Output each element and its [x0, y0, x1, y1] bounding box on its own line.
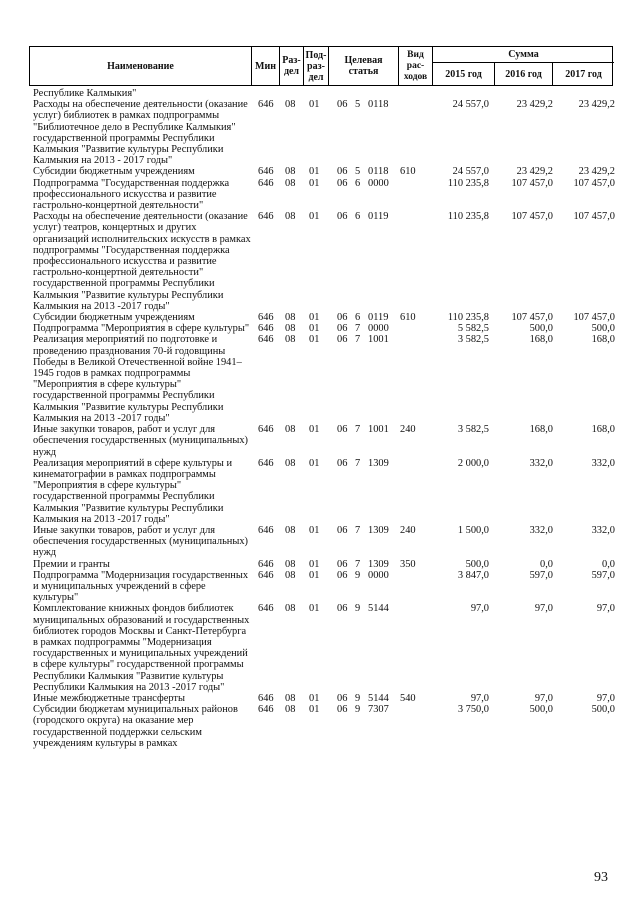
- page-number: 93: [594, 870, 608, 885]
- row-s16: 332,0: [529, 457, 553, 469]
- row-min: 646: [258, 177, 274, 189]
- row-c2: 6: [355, 312, 361, 324]
- row-vid: 240: [400, 524, 416, 536]
- row-name: Расходы на обеспечение деятельности (оказание услуг) театров, концертных и других организаций исполнительских искусств в рамках подпрограммы "Государственная поддержка профессионального искусства и развитие гастрольно-концертной деятельности" государственной программы Республики Калмыкия "Развитие культуры Республики Калмыкия на 2013 -2017 годы": [33, 211, 251, 312]
- row-s17: 97,0: [596, 603, 615, 615]
- row-s15: 24 557,0: [452, 166, 489, 178]
- row-name: Субсидии бюджетам муниципальных районов (городского округа) на оказание мер государственной поддержки сельским учреждениям культуры в рамках: [33, 704, 238, 749]
- table-row: [33, 525, 615, 559]
- row-name: Подпрограмма "Модернизация государственных и муниципальных учреждений в сфере культуры": [33, 569, 249, 604]
- row-c3: 0119: [368, 312, 389, 324]
- table-row: [33, 312, 615, 323]
- row-s16: 168,0: [529, 334, 553, 346]
- row-s17: 107 457,0: [573, 312, 615, 324]
- table-row: [33, 603, 615, 693]
- row-name: Подпрограмма "Мероприятия в сфере культуры": [33, 323, 250, 335]
- row-c3: 5144: [368, 603, 389, 615]
- table-row: [33, 693, 615, 704]
- row-min: 646: [258, 558, 274, 570]
- table-row: [33, 323, 615, 334]
- header-podrazdel: Под- раз- дел: [304, 47, 329, 85]
- row-s17: 500,0: [591, 323, 615, 335]
- row-s17: 332,0: [591, 457, 615, 469]
- row-s16: 500,0: [529, 704, 553, 716]
- row-c1: 06: [337, 457, 348, 469]
- row-s16: 107 457,0: [511, 211, 553, 223]
- row-pod: 01: [309, 424, 320, 436]
- row-s17: 597,0: [591, 569, 615, 581]
- row-vid: 540: [400, 692, 416, 704]
- header-year-2016: 2016 год: [495, 63, 553, 86]
- table-row: [33, 88, 615, 99]
- row-c3: 1001: [368, 334, 389, 346]
- row-c2: 6: [355, 177, 361, 189]
- row-s16: 23 429,2: [516, 99, 553, 111]
- row-s15: 1 500,0: [457, 524, 489, 536]
- table-row: [33, 458, 615, 525]
- row-c1: 06: [337, 424, 348, 436]
- row-name: Подпрограмма "Государственная поддержка профессионального искусства и развитие гастрольно-концертной деятельности": [33, 177, 230, 212]
- row-s16: 97,0: [534, 692, 553, 704]
- row-s17: 168,0: [591, 424, 615, 436]
- row-min: 646: [258, 334, 274, 346]
- row-s16: 97,0: [534, 603, 553, 615]
- row-raz: 08: [285, 177, 296, 189]
- row-c2: 5: [355, 99, 361, 111]
- table-row: [33, 570, 615, 604]
- row-s17: 107 457,0: [573, 177, 615, 189]
- row-raz: 08: [285, 704, 296, 716]
- header-vid: Вид рас- ходов: [399, 47, 433, 85]
- row-s17: 500,0: [591, 704, 615, 716]
- row-pod: 01: [309, 99, 320, 111]
- row-c1: 06: [337, 312, 348, 324]
- row-c2: 7: [355, 323, 361, 335]
- row-c2: 7: [355, 334, 361, 346]
- table-row: [33, 166, 615, 177]
- row-c1: 06: [337, 323, 348, 335]
- row-c1: 06: [337, 177, 348, 189]
- row-raz: 08: [285, 99, 296, 111]
- row-s15: 3 847,0: [457, 569, 489, 581]
- row-raz: 08: [285, 166, 296, 178]
- row-c3: 0119: [368, 211, 389, 223]
- row-c2: 7: [355, 558, 361, 570]
- row-c1: 06: [337, 99, 348, 111]
- row-name: Комплектование книжных фондов библиотек муниципальных образований и государственных библиотек городов Москвы и Санкт-Петербурга в рамках подпрограммы "Модернизация государственных и муниципальных учреждений в сфере культуры" государственной программы Республики Калмыкия "Развитие культуры Республики Калмыкия на 2013 -2017 годы": [33, 603, 250, 693]
- row-s16: 107 457,0: [511, 177, 553, 189]
- row-pod: 01: [309, 569, 320, 581]
- row-s16: 23 429,2: [516, 166, 553, 178]
- row-c3: 1001: [368, 424, 389, 436]
- row-pod: 01: [309, 524, 320, 536]
- header-year-2015: 2015 год: [433, 63, 495, 86]
- row-s16: 500,0: [529, 323, 553, 335]
- row-name: Иные закупки товаров, работ и услуг для обеспечения государственных (муниципальных) нужд: [33, 424, 249, 458]
- row-c3: 7307: [368, 704, 389, 716]
- row-name: Расходы на обеспечение деятельности (оказание услуг) библиотек в рамках подпрограммы "Библиотечное дело в Республике Калмыкия" государственной программы Республики Калмыкия "Развитие культуры Республики Калмыкия на 2013 - 2017 годы": [33, 99, 248, 167]
- row-s17: 97,0: [596, 692, 615, 704]
- row-vid: 610: [400, 166, 416, 178]
- row-s15: 97,0: [470, 692, 489, 704]
- row-raz: 08: [285, 312, 296, 324]
- row-s16: 0,0: [540, 558, 553, 570]
- row-raz: 08: [285, 569, 296, 581]
- row-c1: 06: [337, 569, 348, 581]
- row-min: 646: [258, 524, 274, 536]
- row-s15: 2 000,0: [457, 457, 489, 469]
- table-row: [33, 559, 615, 570]
- header-name: Наименование: [30, 47, 252, 85]
- table-row: [33, 99, 615, 166]
- row-pod: 01: [309, 323, 320, 335]
- row-min: 646: [258, 704, 274, 716]
- row-s15: 24 557,0: [452, 99, 489, 111]
- table-row: [33, 178, 615, 212]
- row-s16: 332,0: [529, 524, 553, 536]
- header-target-article: Целевая статья: [329, 47, 399, 85]
- row-min: 646: [258, 323, 274, 335]
- row-c1: 06: [337, 211, 348, 223]
- row-pod: 01: [309, 558, 320, 570]
- row-pod: 01: [309, 334, 320, 346]
- row-s17: 23 429,2: [578, 166, 615, 178]
- row-s17: 23 429,2: [578, 99, 615, 111]
- table-body: [33, 88, 615, 749]
- row-c1: 06: [337, 692, 348, 704]
- row-pod: 01: [309, 457, 320, 469]
- row-s15: 3 582,5: [457, 334, 489, 346]
- row-name: Иные межбюджетные трансферты: [33, 692, 185, 704]
- row-s17: 168,0: [591, 334, 615, 346]
- row-c2: 7: [355, 457, 361, 469]
- row-c3: 0000: [368, 323, 389, 335]
- row-vid: 610: [400, 312, 416, 324]
- table-row: [33, 424, 615, 458]
- row-c2: 7: [355, 524, 361, 536]
- row-pod: 01: [309, 603, 320, 615]
- row-c2: 9: [355, 704, 361, 716]
- row-s15: 97,0: [470, 603, 489, 615]
- row-s16: 597,0: [529, 569, 553, 581]
- row-c1: 06: [337, 603, 348, 615]
- header-year-2017: 2017 год: [565, 69, 602, 80]
- row-pod: 01: [309, 211, 320, 223]
- row-s16: 107 457,0: [511, 312, 553, 324]
- row-s15: 500,0: [465, 558, 489, 570]
- row-vid: 240: [400, 424, 416, 436]
- row-name: Субсидии бюджетным учреждениям: [33, 312, 195, 324]
- row-c3: 0000: [368, 177, 389, 189]
- row-c3: 5144: [368, 692, 389, 704]
- row-c3: 1309: [368, 457, 389, 469]
- row-raz: 08: [285, 603, 296, 615]
- row-min: 646: [258, 99, 274, 111]
- row-min: 646: [258, 312, 274, 324]
- header-min: Мин: [252, 47, 280, 85]
- row-c1: 06: [337, 166, 348, 178]
- row-s17: 0,0: [602, 558, 615, 570]
- row-raz: 08: [285, 211, 296, 223]
- row-c2: 5: [355, 166, 361, 178]
- row-c2: 9: [355, 603, 361, 615]
- row-name: Иные закупки товаров, работ и услуг для обеспечения государственных (муниципальных) нужд: [33, 524, 249, 559]
- row-s15: 3 750,0: [457, 704, 489, 716]
- row-name: Премии и гранты: [33, 558, 110, 570]
- row-s15: 3 582,5: [457, 424, 489, 436]
- row-s16: 168,0: [529, 424, 553, 436]
- row-min: 646: [258, 424, 274, 436]
- row-s15: 110 235,8: [447, 312, 489, 324]
- row-min: 646: [258, 166, 274, 178]
- row-raz: 08: [285, 424, 296, 436]
- row-s15: 110 235,8: [447, 211, 489, 223]
- row-name: Реализация мероприятий по подготовке и проведению празднования 70-й годовщины Победы в Великой Отечественной войне 1941–1945 годов в рамках подпрограммы "Мероприятия в сфере культуры" государственной программы Республики Калмыкия "Развитие культуры Республики Калмыкия на 2013 -2017 годы": [33, 334, 242, 424]
- row-pod: 01: [309, 692, 320, 704]
- row-c3: 1309: [368, 558, 389, 570]
- row-c2: 7: [355, 424, 361, 436]
- row-raz: 08: [285, 323, 296, 335]
- row-pod: 01: [309, 312, 320, 324]
- row-raz: 08: [285, 692, 296, 704]
- row-s17: 332,0: [591, 524, 615, 536]
- table-header: [29, 46, 613, 86]
- row-s17: 107 457,0: [573, 211, 615, 223]
- row-c3: 1309: [368, 524, 389, 536]
- row-min: 646: [258, 569, 274, 581]
- row-s15: 110 235,8: [447, 177, 489, 189]
- table-row: [33, 704, 615, 749]
- row-vid: 350: [400, 558, 416, 570]
- table-row: [33, 334, 615, 424]
- row-min: 646: [258, 692, 274, 704]
- row-name: Субсидии бюджетным учреждениям: [33, 166, 195, 178]
- row-pod: 01: [309, 166, 320, 178]
- row-name: Республике Калмыкия": [33, 88, 137, 99]
- row-c1: 06: [337, 558, 348, 570]
- row-min: 646: [258, 211, 274, 223]
- header-razdel: Раз- дел: [280, 47, 304, 85]
- row-pod: 01: [309, 177, 320, 189]
- row-raz: 08: [285, 457, 296, 469]
- row-name: Реализация мероприятий в сфере культуры и кинематографии в рамках подпрограммы "Мероприятия в сфере культуры" государственной программы Республики Калмыкия "Развитие культуры Республики Калмыкия на 2013 -2017 годы": [33, 457, 233, 525]
- row-raz: 08: [285, 524, 296, 536]
- row-min: 646: [258, 603, 274, 615]
- row-c3: 0118: [368, 166, 389, 178]
- row-c2: 9: [355, 569, 361, 581]
- row-c1: 06: [337, 524, 348, 536]
- row-raz: 08: [285, 558, 296, 570]
- table-row: [33, 211, 615, 312]
- row-c1: 06: [337, 334, 348, 346]
- header-sum: Сумма: [433, 47, 614, 63]
- row-min: 646: [258, 457, 274, 469]
- row-s15: 5 582,5: [457, 323, 489, 335]
- row-c3: 0118: [368, 99, 389, 111]
- row-raz: 08: [285, 334, 296, 346]
- row-c2: 6: [355, 211, 361, 223]
- row-c3: 0000: [368, 569, 389, 581]
- row-c1: 06: [337, 704, 348, 716]
- row-pod: 01: [309, 704, 320, 716]
- row-c2: 9: [355, 692, 361, 704]
